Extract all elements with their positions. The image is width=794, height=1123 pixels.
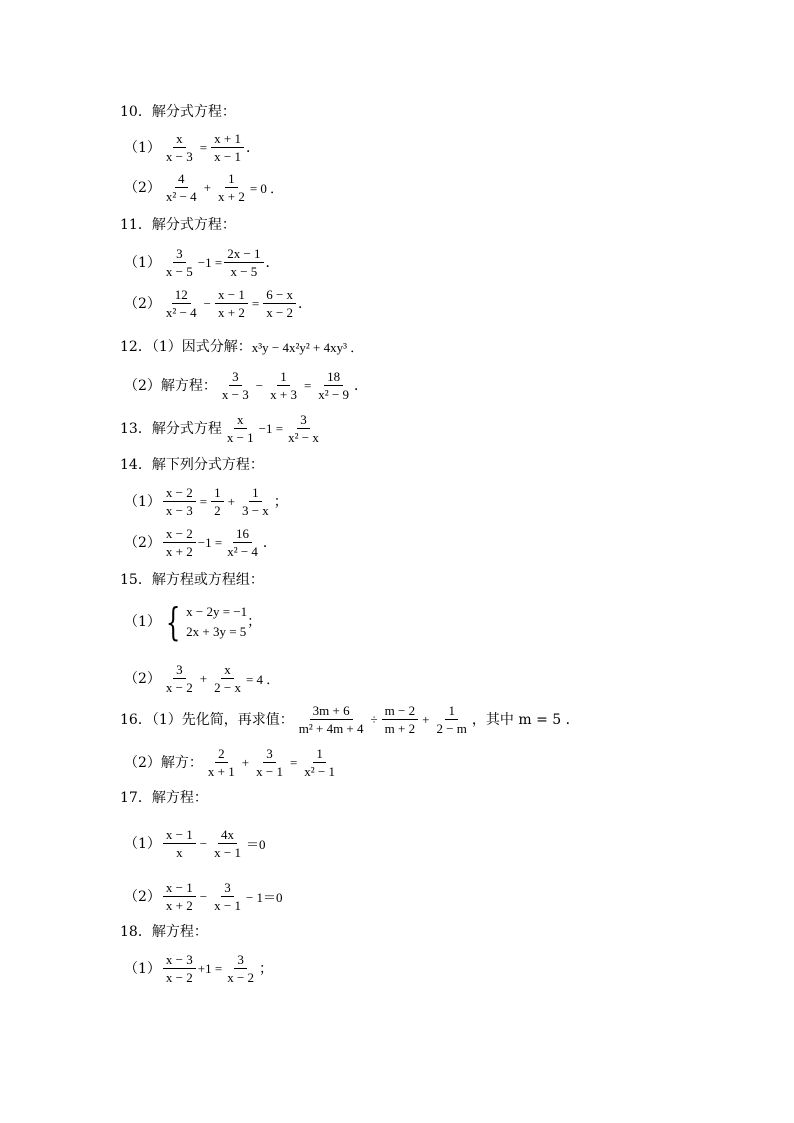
fraction: [382, 702, 418, 737]
fraction: [224, 245, 263, 280]
expression: x³y − 4x²y² + 4xy³ ．: [251, 340, 364, 355]
division-sign: ÷: [370, 711, 378, 727]
problem-18-part-1: [124, 951, 273, 986]
equals-sign: =: [251, 295, 260, 311]
problem-12-part-1: [120, 337, 363, 356]
minus-sign: −: [203, 295, 211, 311]
part-label: （1）: [124, 139, 161, 156]
fraction: [163, 130, 196, 165]
numerator: 4: [175, 170, 188, 188]
numerator: 2: [215, 745, 228, 763]
problem-10-part-1: [124, 130, 260, 165]
denominator: x² − 9: [318, 387, 350, 402]
part-label: （2）: [124, 179, 161, 196]
fraction: [163, 170, 200, 205]
part-label: （2）解方程：: [124, 377, 217, 394]
denominator: 2 − x: [214, 680, 241, 695]
denominator: x: [176, 845, 183, 860]
numerator: x − 1: [215, 286, 248, 304]
denominator: x + 1: [207, 764, 235, 779]
equation-mid: +1 =: [197, 960, 223, 976]
fraction: [211, 826, 244, 861]
fraction: [267, 368, 300, 403]
problem-title: 14．解下列分式方程：: [120, 457, 264, 473]
part-label: （2）解方：: [124, 754, 203, 771]
denominator: x − 2: [165, 970, 193, 985]
problem-title: 11．解分式方程：: [120, 217, 236, 233]
problem-15-part-2: [124, 661, 279, 696]
numerator: 1: [445, 702, 458, 720]
denominator: x + 2: [165, 544, 193, 559]
part-label: 16．（1）先化简，再求值：: [120, 711, 294, 728]
plus-sign: +: [199, 670, 208, 686]
numerator: 3: [234, 951, 247, 969]
denominator: x − 3: [165, 503, 193, 518]
plus-sign: +: [422, 711, 430, 727]
problem-title: 18．解方程：: [120, 924, 208, 940]
equation-system: [161, 602, 247, 642]
fraction: [215, 286, 248, 321]
fraction: [433, 702, 469, 737]
denominator: 3 − x: [241, 503, 269, 518]
numerator: m − 2: [382, 702, 418, 720]
problem-16-part-2: [124, 745, 340, 780]
numerator: x − 2: [163, 525, 196, 543]
part-label: （1）: [124, 254, 161, 271]
denominator: x + 2: [218, 189, 245, 204]
numerator: 3: [229, 368, 242, 386]
problem-14-title: [120, 458, 264, 472]
fraction: [224, 525, 261, 560]
punctuation: ．: [262, 534, 277, 551]
system-equation-2: 2x + 3y = 5: [186, 624, 247, 639]
equation-rest: − 1＝0: [245, 890, 283, 905]
punctuation: ．: [354, 377, 369, 394]
numerator: 3: [297, 411, 310, 429]
denominator: 2: [214, 503, 221, 518]
denominator: x + 3: [270, 387, 297, 402]
part-label: （1）: [124, 614, 161, 630]
denominator: 2 − m: [436, 721, 467, 736]
equation-mid: −1 =: [197, 534, 223, 550]
numerator: 3: [221, 879, 234, 897]
numerator: x − 1: [163, 879, 196, 897]
denominator: x − 3: [165, 149, 193, 164]
equation-rest: = 0 ．: [249, 181, 284, 196]
problem-17-part-2: [124, 879, 283, 914]
equation-rest: = 4 ．: [245, 672, 280, 687]
problem-13: [120, 411, 324, 446]
minus-sign: −: [255, 377, 264, 393]
punctuation: ．: [245, 139, 260, 156]
denominator: x − 1: [214, 845, 241, 860]
fraction: [211, 484, 224, 519]
fraction: [163, 879, 196, 914]
condition-text: ，其中 m = 5 ．: [471, 711, 580, 728]
equals-sign: =: [199, 139, 208, 155]
fraction: [315, 368, 352, 403]
problem-18-title: [120, 925, 208, 939]
denominator: x − 1: [214, 149, 241, 164]
numerator: x − 2: [163, 484, 196, 502]
problem-10-title: [120, 105, 236, 119]
problem-16-part-1: [120, 702, 580, 737]
denominator: m² + 4m + 4: [298, 721, 364, 736]
denominator: x² − 1: [304, 764, 336, 779]
numerator: x: [173, 130, 186, 148]
numerator: 3: [173, 245, 186, 263]
problem-14-part-2: [124, 525, 277, 560]
numerator: 18: [324, 368, 343, 386]
equation-mid: −1 =: [197, 254, 223, 270]
denominator: x + 2: [165, 898, 193, 913]
punctuation: ．: [265, 254, 280, 271]
numerator: 4x: [218, 826, 237, 844]
problem-15-part-1: [124, 602, 261, 642]
fraction: [285, 411, 322, 446]
fraction: [163, 286, 200, 321]
denominator: x − 5: [165, 264, 193, 279]
punctuation: ；: [247, 614, 262, 630]
denominator: x − 1: [226, 430, 254, 445]
denominator: x − 2: [266, 305, 294, 320]
fraction: [296, 702, 367, 737]
numerator: 1: [277, 368, 290, 386]
denominator: x² − 4: [165, 189, 197, 204]
plus-sign: +: [241, 754, 250, 770]
fraction: [211, 879, 244, 914]
problem-11-part-2: [124, 286, 312, 321]
part-label: （2）: [124, 295, 161, 312]
part-label: （1）: [124, 960, 161, 977]
problem-15-title: [120, 573, 264, 587]
denominator: x − 3: [221, 387, 249, 402]
part-label: （2）: [124, 888, 161, 905]
problem-11-part-1: [124, 245, 280, 280]
fraction: [163, 484, 196, 519]
fraction: [219, 368, 252, 403]
plus-sign: +: [203, 179, 211, 195]
denominator: x − 2: [165, 680, 193, 695]
minus-sign: −: [199, 835, 208, 851]
numerator: 1: [225, 170, 238, 188]
system-equation-1: x − 2y = −1: [186, 604, 248, 619]
equals-sign: =: [303, 377, 312, 393]
system-equations: [186, 602, 247, 642]
part-label: （2）: [124, 534, 161, 551]
problem-title: 13．解分式方程: [120, 420, 222, 437]
part-label: 12．（1）因式分解：: [120, 338, 252, 355]
denominator: x − 1: [214, 898, 241, 913]
fraction: [263, 286, 296, 321]
numerator: x: [221, 661, 234, 679]
problem-title: 10．解分式方程：: [120, 104, 236, 120]
numerator: 3m + 6: [310, 702, 353, 720]
fraction: [224, 411, 257, 446]
problem-title: 15．解方程或方程组：: [120, 572, 264, 588]
fraction: [239, 484, 272, 519]
fraction: [211, 661, 244, 696]
equals-sign: =: [199, 493, 208, 509]
denominator: x² − 4: [227, 544, 258, 559]
part-label: （1）: [124, 493, 161, 510]
problem-17-part-1: [124, 826, 265, 861]
denominator: x − 2: [227, 970, 255, 985]
problem-10-part-2: [124, 170, 283, 205]
punctuation: ；: [273, 493, 288, 510]
denominator: x − 1: [256, 764, 283, 779]
numerator: x: [234, 411, 247, 429]
problem-title: 17．解方程：: [120, 790, 208, 806]
part-label: （1）: [124, 835, 161, 852]
equation-mid: −1 =: [258, 420, 284, 436]
minus-sign: −: [199, 888, 208, 904]
equals-sign: =: [289, 754, 298, 770]
numerator: 6 − x: [263, 286, 296, 304]
punctuation: ．: [298, 295, 313, 312]
fraction: [253, 745, 286, 780]
numerator: 2x − 1: [224, 245, 263, 263]
fraction: [163, 951, 196, 986]
numerator: 1: [211, 484, 224, 502]
fraction: [163, 826, 196, 861]
problem-17-title: [120, 791, 208, 805]
numerator: x − 3: [163, 951, 196, 969]
fraction: [163, 245, 196, 280]
denominator: x² − 4: [165, 305, 197, 320]
fraction: [205, 745, 238, 780]
equation-rest: ＝0: [245, 837, 266, 852]
denominator: x − 5: [230, 264, 258, 279]
fraction: [215, 170, 248, 205]
numerator: 1: [313, 745, 326, 763]
part-label: （2）: [124, 670, 161, 687]
fraction: [163, 525, 196, 560]
numerator: x + 1: [211, 130, 244, 148]
denominator: m + 2: [384, 721, 416, 736]
fraction: [301, 745, 338, 780]
problem-12-part-2: [124, 368, 368, 403]
denominator: x² − x: [288, 430, 319, 445]
problem-11-title: [120, 218, 236, 232]
punctuation: ；: [259, 960, 274, 977]
numerator: 1: [249, 484, 262, 502]
problem-14-part-1: [124, 484, 288, 519]
fraction: [224, 951, 257, 986]
left-brace-icon: {: [165, 600, 181, 644]
numerator: 12: [172, 286, 191, 304]
numerator: 16: [233, 525, 252, 543]
denominator: x + 2: [218, 305, 245, 320]
numerator: x − 1: [163, 826, 196, 844]
numerator: 3: [263, 745, 276, 763]
fraction: [163, 661, 196, 696]
plus-sign: +: [227, 493, 235, 509]
numerator: 3: [173, 661, 186, 679]
fraction: [211, 130, 244, 165]
